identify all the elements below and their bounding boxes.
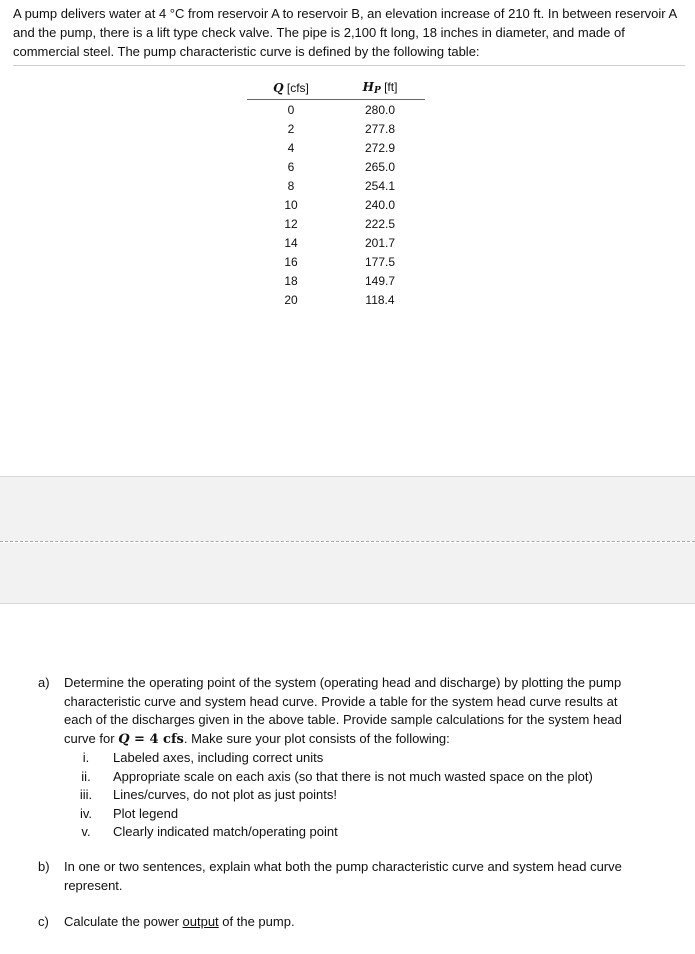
table-row	[247, 291, 425, 310]
table-row	[247, 234, 425, 253]
page-break-bottom	[0, 543, 695, 604]
requirement-item	[38, 749, 638, 768]
discharge-cell: 16	[284, 255, 298, 270]
discharge-cell: 4	[287, 140, 295, 155]
head-unit: [ft]	[384, 80, 398, 94]
question-a-text	[64, 674, 638, 749]
discharge-cell: 12	[284, 217, 298, 232]
discharge-cell: 0	[287, 102, 295, 117]
requirement-item	[38, 786, 638, 805]
question-b	[38, 858, 638, 895]
page-break-line	[0, 541, 695, 542]
discharge-cell: 20	[284, 293, 298, 308]
header-head	[335, 80, 425, 100]
question-a-text-part1: Determine the operating point of the system (operating head and discharge) by plotting the pump characteristic curve and system head curve. Provide a table for the system head curve results at each of the discharges given in the above table. Provide sample calculations for the system head curve for	[64, 675, 622, 746]
question-c-text-part1: Calculate the power	[64, 914, 183, 929]
table-row	[247, 100, 425, 120]
table-row	[247, 119, 425, 138]
head-cell: 272.9	[364, 140, 396, 155]
question-c-text	[64, 913, 638, 932]
discharge-cell: 10	[284, 198, 298, 213]
table-row	[247, 176, 425, 195]
discharge-cell: 6	[287, 159, 295, 174]
requirement-item	[38, 768, 638, 787]
discharge-cell: 14	[284, 236, 298, 251]
requirement-item	[38, 823, 638, 842]
requirement-text: Appropriate scale on each axis (so that there is not much wasted space on the plot)	[113, 768, 593, 784]
table-row	[247, 138, 425, 157]
requirement-number: iv.	[79, 805, 93, 821]
requirement-number: i.	[82, 750, 90, 765]
discharge-unit: [cfs]	[286, 81, 309, 95]
requirement-number: ii.	[81, 768, 91, 784]
head-symbol: H	[362, 80, 374, 94]
question-c-text-part2: of the pump.	[218, 914, 295, 929]
requirement-text: Clearly indicated match/operating point	[113, 824, 338, 840]
page-break-top	[0, 476, 695, 541]
table-body	[247, 100, 425, 311]
question-a-math-value: = 4 cfs	[129, 731, 184, 747]
requirement-item	[38, 805, 638, 824]
question-b-text: In one or two sentences, explain what both the pump characteristic curve and system head curve represent.	[64, 859, 622, 893]
pump-characteristic-table	[247, 80, 425, 310]
head-cell: 201.7	[364, 236, 396, 251]
requirement-text: Labeled axes, including correct units	[113, 750, 324, 765]
question-a-requirements	[38, 749, 638, 842]
question-c	[38, 913, 638, 932]
table-header-row	[247, 80, 425, 100]
header-discharge	[247, 80, 335, 100]
problem-statement: A pump delivers water at 4 °C from reservoir A to reservoir B, an elevation increase of 210 ft. In between reservoir A and the pump, there is a lift type check valve. The pipe is 2,100 ft long, 18 inches in diameter, and made of commercial steel. The pump characteristic curve is defined by the following table:	[13, 4, 685, 66]
head-cell: 118.4	[365, 293, 395, 308]
table-row	[247, 253, 425, 272]
head-cell: 240.0	[364, 198, 396, 213]
question-a-text-part2: . Make sure your plot consists of the following:	[183, 730, 450, 746]
requirement-text: Plot legend	[113, 805, 179, 821]
table-row	[247, 272, 425, 291]
question-b-label: b)	[38, 859, 50, 874]
question-a-label: a)	[38, 675, 50, 690]
question-a-math-symbol: Q	[118, 731, 130, 747]
discharge-cell: 2	[287, 121, 295, 136]
discharge-symbol: Q	[273, 81, 284, 95]
requirement-text: Lines/curves, do not plot as just points!	[113, 787, 338, 803]
question-a-math	[118, 732, 184, 747]
question-c-label: c)	[38, 914, 49, 929]
table-row	[247, 157, 425, 176]
head-cell: 280.0	[364, 102, 396, 117]
table-row	[247, 215, 425, 234]
head-cell: 265.0	[364, 159, 396, 174]
head-cell: 254.1	[364, 178, 396, 193]
requirement-number: iii.	[79, 787, 93, 803]
head-cell: 277.8	[364, 121, 396, 136]
question-a	[38, 674, 638, 842]
discharge-cell: 8	[287, 178, 295, 193]
discharge-cell: 18	[284, 274, 298, 289]
head-subscript: P	[373, 86, 381, 96]
head-cell: 222.5	[364, 217, 396, 232]
head-cell: 149.7	[364, 274, 396, 289]
requirement-number: v.	[81, 824, 91, 840]
table-row	[247, 195, 425, 214]
head-cell: 177.5	[364, 255, 396, 270]
question-c-underlined: output	[182, 914, 219, 929]
